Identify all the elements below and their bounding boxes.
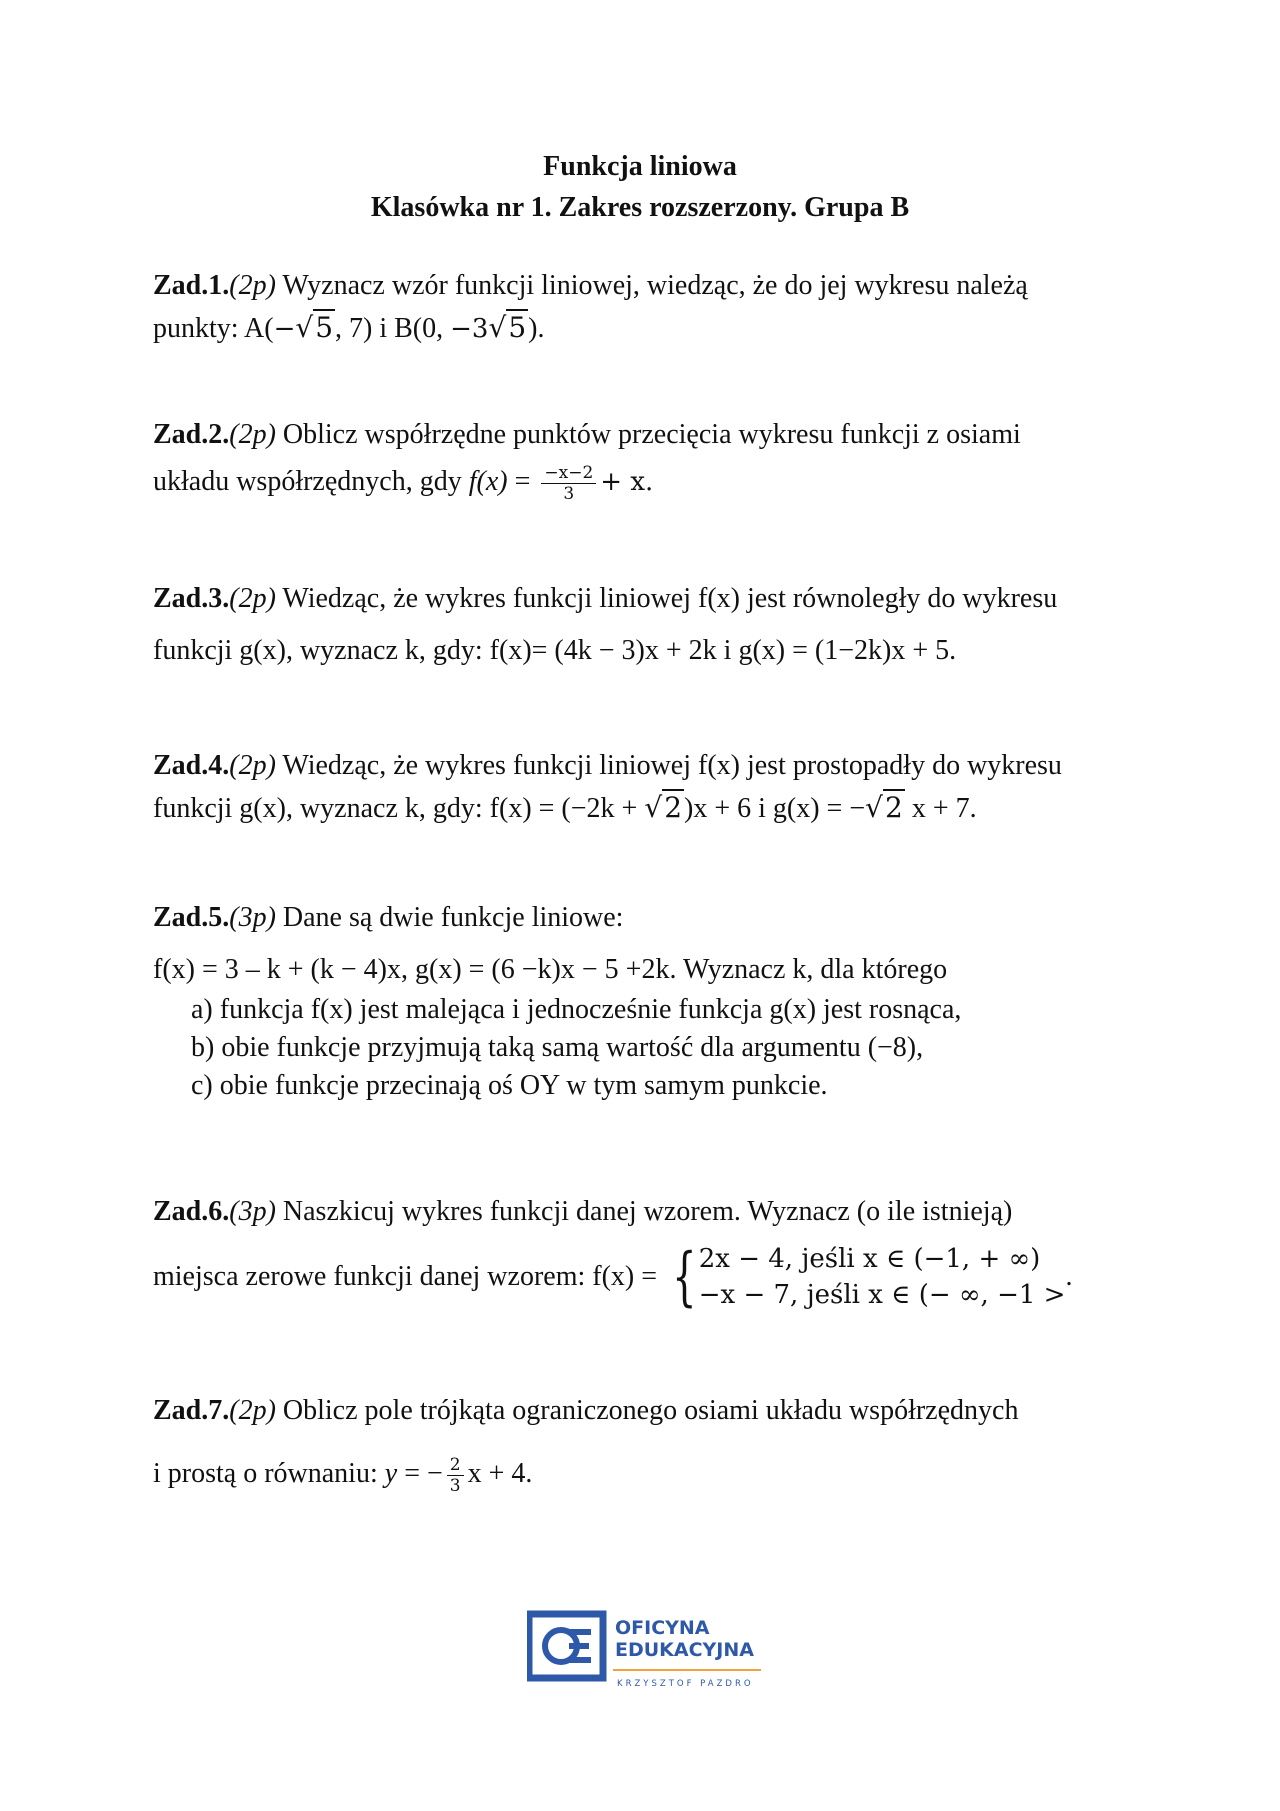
task-label: Zad.7. (153, 1395, 230, 1426)
task-text: Dane są dwie funkcje liniowe: (282, 902, 624, 933)
task-points: (2p) (229, 270, 276, 301)
equals-sign: = − (397, 1458, 443, 1489)
task-label: Zad.1. (153, 270, 230, 301)
task-text: f(x) = 3 – k + (k − 4)x, g(x) = (6 −k)x − 5 +2k. Wyznacz k, dla którego (153, 954, 948, 985)
task-5 (153, 897, 1153, 1105)
brace-icon: { (672, 1240, 697, 1314)
task-6 (153, 1191, 1153, 1321)
minus-sign: − (273, 314, 296, 344)
task-1 (153, 265, 1153, 349)
task-label: Zad.2. (153, 419, 230, 450)
function-symbol: f (468, 466, 477, 497)
sqrt-expression: √2 (865, 791, 903, 824)
task-3 (153, 578, 1153, 672)
task-points: (3p) (229, 902, 276, 933)
list-item: a) funkcja f(x) jest malejąca i jednocześnie funkcja g(x) jest rosnąca, (191, 994, 962, 1025)
task-7 (153, 1390, 1153, 1502)
task-label: Zad.5. (153, 902, 230, 933)
task-text: i prostą o równaniu: (153, 1458, 385, 1489)
task-text: Oblicz współrzędne punktów przecięcia wykresu funkcji z osiami (282, 419, 1021, 450)
task-text: punkty: A( (153, 313, 274, 344)
task-points: (3p) (229, 1196, 276, 1227)
task-text: . (1065, 1261, 1073, 1292)
task-points: (2p) (229, 1395, 276, 1426)
task-points: (2p) (229, 750, 276, 781)
task-label: Zad.4. (153, 750, 230, 781)
task-4 (153, 745, 1153, 829)
page-subtitle: Klasówka nr 1. Zakres rozszerzony. Grupa B (370, 192, 910, 223)
svg-text:OFICYNA: OFICYNA (615, 1617, 710, 1639)
task-points: (2p) (229, 583, 276, 614)
sqrt-expression: √5 (488, 311, 527, 344)
task-text: układu współrzędnych, gdy (153, 466, 469, 497)
function-arg: (x) (476, 466, 508, 497)
task-2 (153, 414, 1153, 508)
task-points: (2p) (229, 419, 276, 450)
oficyna-edukacyjna-logo-icon (527, 1610, 767, 1690)
task-text: x + 7. (904, 793, 977, 824)
svg-text:KRZYSZTOF PAZDRO: KRZYSZTOF PAZDRO (617, 1679, 754, 1689)
publisher-logo (527, 1610, 767, 1690)
math-term: + x. (600, 467, 654, 497)
task-text: Naszkicuj wykres funkcji danej wzorem. Wyznacz (o ile istnieją) (282, 1196, 1013, 1227)
task-text: Wiedząc, że wykres funkcji liniowej f(x) jest równoległy do wykresu (282, 583, 1058, 614)
page-title: Funkcja liniowa (543, 151, 737, 182)
sqrt-expression: √2 (644, 791, 683, 824)
equals-sign: = (507, 466, 538, 497)
task-text: miejsca zerowe funkcji danej wzorem: f(x) = (153, 1261, 665, 1292)
task-label: Zad.6. (153, 1196, 230, 1227)
task-text: Wiedząc, że wykres funkcji liniowej f(x) jest prostopadły do wykresu (282, 750, 1062, 781)
task-label: Zad.3. (153, 583, 230, 614)
task-text: Wyznacz wzór funkcji liniowej, wiedząc, że do jej wykresu należą (282, 270, 1028, 301)
subtask-list (191, 991, 1153, 1105)
task-text: , 7) i B(0, (335, 313, 451, 344)
math-term: −3 (450, 314, 489, 344)
task-text: x + 4. (467, 1458, 533, 1489)
task-text: )x + 6 i g(x) = − (684, 793, 866, 824)
task-text: funkcji g(x), wyznacz k, gdy: f(x) = (−2k + (153, 793, 645, 824)
sqrt-expression: √5 (295, 311, 334, 344)
task-text: ). (528, 313, 545, 344)
task-text: Oblicz pole trójkąta ograniczonego osiami układu współrzędnych (282, 1395, 1019, 1426)
list-item: b) obie funkcje przyjmują taką samą wartość dla argumentu (−8), (191, 1032, 924, 1063)
piecewise-cases: 2x − 4, jeśli x ∈ (−1, + ∞) −x − 7, jeśli x ∈ (− ∞, −1 > (698, 1244, 1066, 1310)
svg-text:EDUKACYJNA: EDUKACYJNA (615, 1639, 754, 1661)
fraction: $\frac{-x-2}{3}$ (541, 463, 596, 504)
fraction: $\frac{2}{3}$ (447, 1455, 464, 1496)
variable-y: y (384, 1458, 398, 1489)
list-item: c) obie funkcje przecinają oś OY w tym samym punkcie. (191, 1070, 828, 1101)
task-text: funkcji g(x), wyznacz k, gdy: f(x)= (4k − 3)x + 2k i g(x) = (1−2k)x + 5. (153, 635, 957, 666)
